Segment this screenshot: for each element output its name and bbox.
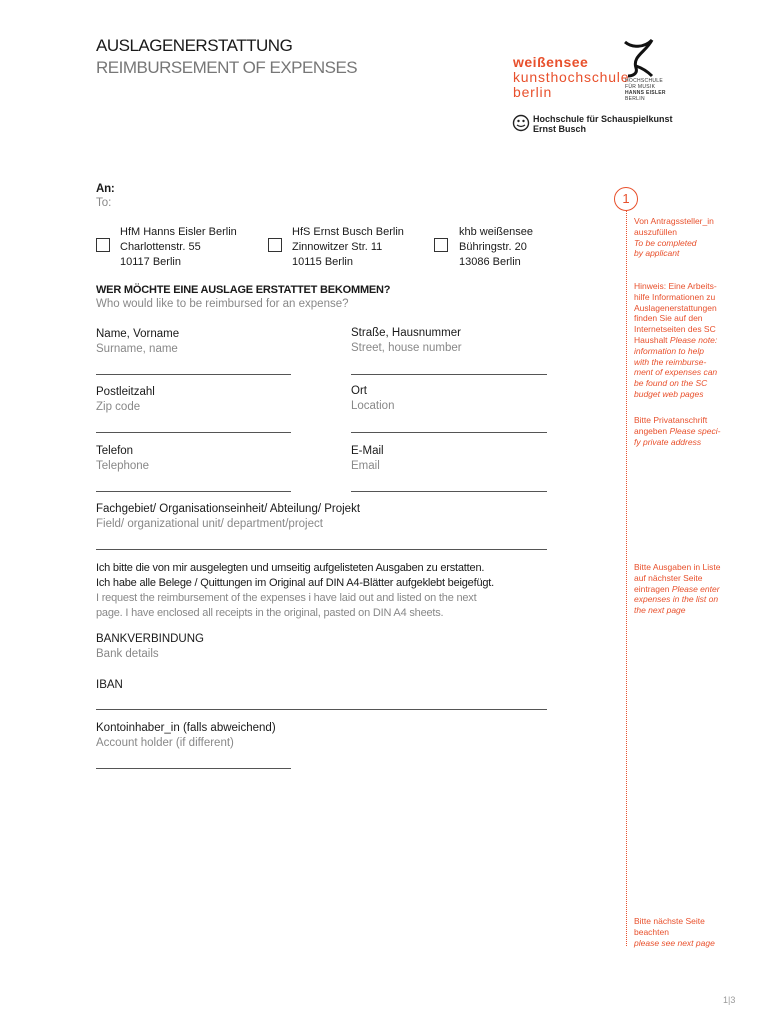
note-line: with the reimburse- [634, 356, 707, 367]
page-number: 1|3 [723, 995, 736, 1005]
form-title-de: AUSLAGENERSTATTUNG [96, 36, 293, 55]
location-input-line[interactable] [351, 432, 547, 433]
note-line: budget web pages [634, 388, 704, 399]
note-line: expenses in the list on [634, 594, 719, 605]
street-label-en: Street, house number [351, 342, 462, 354]
note-line: Von Antragssteller_in [634, 216, 714, 226]
note-line: finden Sie auf den [634, 313, 703, 324]
weissensee-logo [513, 55, 629, 100]
note-line: Please note: [669, 334, 718, 345]
who-heading-de: WER MÖCHTE EINE AUSLAGE ERSTATTET BEKOMMEN? [96, 284, 391, 296]
busch-logo-line1: Hochschule für Schauspielkunst [533, 114, 673, 124]
eisler-logo-text [625, 78, 666, 102]
zip-label-de: Postleitzahl [96, 386, 155, 398]
recipient-label-de: An: [96, 183, 115, 195]
weissensee-logo-line1: weißensee [513, 54, 589, 70]
name-input-line[interactable] [96, 374, 291, 375]
name-label-en: Surname, name [96, 343, 178, 355]
note-line: fy private address [634, 436, 702, 447]
busch-logo-line2: Ernst Busch [533, 124, 587, 134]
weissensee-logo-line2: kunsthochschule [513, 69, 630, 85]
name-label-de: Name, Vorname [96, 328, 180, 340]
weissensee-logo-line3: berlin [513, 84, 553, 100]
zip-input-line[interactable] [96, 432, 291, 433]
note-line: the next page [634, 605, 686, 616]
recipient-address-hfm [120, 225, 237, 270]
note-line: Internetseiten des SC [634, 324, 716, 335]
email-label-de: E-Mail [351, 445, 384, 457]
iban-input-line[interactable] [96, 709, 547, 710]
note-line: be found on the SC [634, 378, 708, 389]
eisler-logo-line: HOCHSCHULE [625, 78, 664, 84]
location-label-de: Ort [351, 385, 367, 397]
sidebar-note-info [634, 281, 734, 400]
recipient-checkbox-hfm[interactable] [96, 238, 110, 252]
address-line: Charlottenstr. 55 [120, 241, 201, 253]
recipient-address-khb [459, 225, 533, 270]
street-input-line[interactable] [351, 374, 547, 375]
recipient-label-en: To: [96, 197, 112, 209]
note-line: auf nächster Seite [634, 572, 703, 583]
note-line: hilfe Informationen zu [634, 291, 716, 302]
sidebar-dotted-line [626, 211, 627, 946]
note-line: Hinweis: Eine Arbeits- [634, 281, 717, 291]
department-label-de: Fachgebiet/ Organisationseinheit/ Abteilung/ Projekt [96, 503, 361, 515]
note-line: Please speci- [669, 425, 721, 436]
holder-input-line[interactable] [96, 768, 291, 769]
address-line: Zinnowitzer Str. 11 [292, 241, 383, 253]
bank-heading-de: BANKVERBINDUNG [96, 633, 204, 645]
phone-label-en: Telephone [96, 460, 150, 472]
eisler-logo-line: FÜR MUSIK [625, 84, 656, 90]
note-line: angeben [634, 425, 670, 436]
phone-input-line[interactable] [96, 491, 291, 492]
address-line: 10115 Berlin [292, 256, 353, 268]
location-label-en: Location [351, 400, 395, 412]
sidebar-note-expenses [634, 562, 734, 616]
eisler-logo-icon [622, 38, 658, 78]
request-de-line: Ich bitte die von mir ausgelegten und umseitig aufgelisteten Ausgaben zu erstatten. [96, 562, 485, 574]
note-line: Bitte Ausgaben in Liste [634, 562, 721, 572]
note-line: please see next page [634, 937, 715, 948]
address-line: 13086 Berlin [459, 256, 521, 268]
request-de-line: Ich habe alle Belege / Quittungen im Original auf DIN A4-Blätter aufgeklebt beigefügt. [96, 577, 494, 589]
address-line: HfS Ernst Busch Berlin [292, 226, 404, 238]
recipient-checkbox-hfs[interactable] [268, 238, 282, 252]
holder-label-de: Kontoinhaber_in (falls abweichend) [96, 722, 276, 734]
recipient-address-hfs [292, 225, 404, 270]
address-line: HfM Hanns Eisler Berlin [120, 226, 237, 238]
iban-label: IBAN [96, 679, 123, 691]
who-heading-en: Who would like to be reimbursed for an expense? [96, 298, 349, 310]
busch-logo-text [533, 114, 673, 134]
note-line: beachten [634, 926, 669, 937]
note-line: Please enter [671, 583, 720, 594]
sidebar-note-applicant [634, 216, 734, 259]
email-input-line[interactable] [351, 491, 547, 492]
address-line: 10117 Berlin [120, 256, 181, 268]
form-title-en: REIMBURSEMENT OF EXPENSES [96, 58, 358, 77]
request-en-line: I request the reimbursement of the expenses i have laid out and listed on the next [96, 592, 477, 604]
note-line: Bitte Privatanschrift [634, 415, 708, 425]
note-line: Bitte nächste Seite [634, 916, 705, 926]
request-statement [96, 561, 494, 621]
note-line: eintragen [634, 583, 672, 594]
department-input-line[interactable] [96, 549, 547, 550]
street-label-de: Straße, Hausnummer [351, 327, 461, 339]
note-line: ment of expenses can [634, 367, 718, 378]
busch-logo-icon [512, 114, 530, 132]
request-en-line: page. I have enclosed all receipts in the original, pasted on DIN A4 sheets. [96, 607, 444, 619]
sidebar-note-next-page [634, 916, 734, 948]
note-line: Auslagenerstattungen [634, 302, 717, 313]
bank-heading-en: Bank details [96, 648, 159, 660]
phone-label-de: Telefon [96, 445, 134, 457]
zip-label-en: Zip code [96, 401, 141, 413]
note-line: Haushalt [634, 334, 670, 345]
department-label-en: Field/ organizational unit/ department/project [96, 518, 323, 530]
address-line: Bühringstr. 20 [459, 241, 527, 253]
email-label-en: Email [351, 460, 380, 472]
eisler-logo-line: BERLIN [625, 96, 645, 102]
holder-label-en: Account holder (if different) [96, 737, 234, 749]
eisler-logo-line: HANNS EISLER [625, 90, 666, 96]
step-number-badge: 1 [614, 187, 638, 211]
sidebar-note-address [634, 415, 734, 447]
note-line: information to help [634, 345, 704, 356]
note-line: by applicant [634, 248, 680, 259]
recipient-checkbox-khb[interactable] [434, 238, 448, 252]
address-line: khb weißensee [459, 226, 533, 238]
note-line: To be completed [634, 237, 697, 248]
note-line: auszufüllen [634, 226, 678, 237]
